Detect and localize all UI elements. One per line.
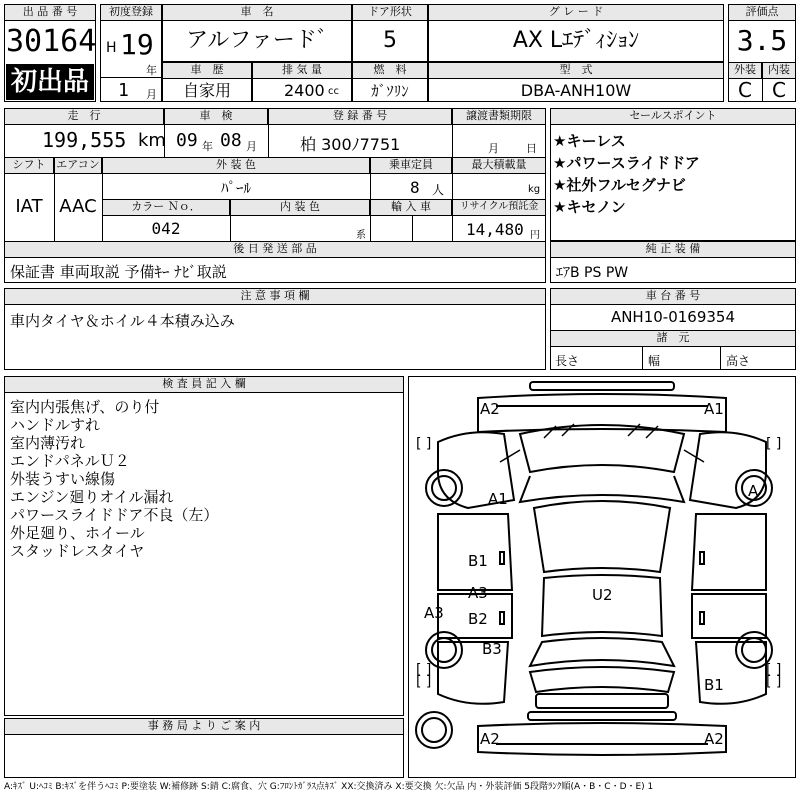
plate-label: 登 録 番 号: [268, 108, 452, 125]
bracket-right-3: [ ]: [766, 674, 782, 690]
mark-b1-right: B1: [704, 676, 724, 694]
displacement-unit: cc: [328, 86, 339, 97]
inspector-line: パワースライドドア不良（左）: [10, 506, 219, 524]
exterior-grade-label: 外装: [728, 62, 762, 79]
notes-label: 注 意 事 項 欄: [4, 288, 546, 305]
dims-height: 高さ: [726, 354, 751, 368]
mark-a1-top-right: A1: [704, 400, 724, 418]
mark-a2-bottom-left: A2: [480, 730, 500, 748]
inspector-line: 外足廻り、ホイール: [10, 524, 145, 542]
inspection-year: 09: [176, 130, 198, 151]
color-no-label: カラー Ｎｏ．: [102, 199, 230, 216]
plate-value: 柏 300ﾉ7751: [300, 135, 401, 154]
bracket-right-2: [ ]: [766, 662, 782, 678]
mark-b2-left: B2: [468, 610, 488, 628]
fuel-value: ｶﾞｿﾘﾝ: [371, 82, 409, 100]
recycle-label: リサイクル預託金: [452, 199, 546, 216]
capacity-value: 8: [410, 178, 420, 197]
first-reg-month: 1: [118, 80, 129, 101]
recycle-value: 14,480: [466, 220, 524, 239]
chassis-label: 車 台 番 号: [550, 288, 796, 305]
sales-point-4: ★キセノン: [553, 198, 626, 216]
office-label: 事 務 局 よ り ご 案 内: [4, 718, 404, 735]
recycle-unit: 円: [530, 230, 540, 241]
year-unit: 年: [146, 64, 157, 77]
later-parts-label: 後 日 発 送 部 品: [4, 241, 546, 258]
inspector-line: 外装うすい線傷: [10, 470, 116, 488]
doors-label: ドア形状: [352, 4, 428, 21]
sales-point-1: ★キーレス: [553, 132, 626, 150]
displacement-label: 排 気 量: [252, 62, 352, 79]
car-diagram: [408, 376, 796, 778]
later-parts-value: 保証書 車両取説 予備ｷｰ ﾅﾋﾞ取説: [10, 263, 227, 281]
grade-label: グ レ ー ド: [428, 4, 724, 21]
interior-color-label: 内 装 色: [230, 199, 370, 216]
bracket-right-1: [ ]: [766, 436, 782, 452]
inspection-month-unit: 月: [246, 140, 257, 153]
shift-label: シフト: [4, 157, 54, 174]
inspection-label: 車 検: [164, 108, 268, 125]
inspector-line: エンジン廻りオイル漏れ: [10, 488, 174, 506]
exterior-grade: C: [738, 78, 752, 102]
first-listing-badge: 初出品: [6, 64, 94, 100]
equipment-value: ｴｱB PS PW: [556, 265, 629, 281]
inspector-line: 室内薄汚れ: [10, 434, 86, 452]
notes-value: 車内タイヤ＆ホイル４本積み込み: [10, 312, 235, 330]
shift-value: IAT: [15, 196, 43, 217]
dims-label: 諸 元: [550, 330, 796, 347]
bracket-left-3: [ ]: [416, 674, 432, 690]
era: H: [106, 40, 117, 56]
displacement-value: 2400: [284, 81, 325, 100]
lot-number: 30164: [6, 24, 97, 59]
history-label: 車 歴: [162, 62, 252, 79]
mark-a2-bottom-right: A2: [704, 730, 724, 748]
mark-u2-center: U2: [592, 586, 613, 604]
score-value: 3.5: [736, 24, 788, 57]
interior-grade: C: [772, 78, 786, 102]
grade-value: AX Lｴﾃﾞｨｼｮﾝ: [512, 28, 640, 53]
interior-grade-label: 内装: [762, 62, 796, 79]
sales-point-2: ★パワースライドドア: [553, 154, 700, 172]
mileage-value: 199,555: [42, 128, 127, 152]
model-code-value: DBA-ANH10W: [520, 81, 632, 100]
transfer-month-unit: 月: [488, 142, 499, 155]
sales-points-label: セールスポイント: [550, 108, 796, 125]
load-label: 最大積載量: [452, 157, 546, 174]
load-unit: kg: [528, 184, 541, 195]
inspection-month: 08: [220, 130, 242, 151]
ac-label: エアコン: [54, 157, 102, 174]
mileage-label: 走 行: [4, 108, 164, 125]
first-reg-year: 19: [120, 28, 154, 61]
transfer-label: 譲渡書類期限: [452, 108, 546, 125]
bracket-left-1: [ ]: [416, 436, 432, 452]
capacity-label: 乗車定員: [370, 157, 452, 174]
model-name: アルファードﾞ: [186, 28, 328, 53]
mark-a3-far-left: A3: [424, 604, 444, 622]
color-label: 外 装 色: [102, 157, 370, 174]
mark-a-right: A: [748, 482, 759, 500]
inspector-line: 室内内張焦げ、のり付: [10, 398, 160, 416]
legend-text: A:ｷｽﾞ U:ﾍｺﾐ B:ｷｽﾞを伴うﾍｺﾐ P:要塗装 W:補修跡 S:錆 C:腐食、穴 G:ﾌﾛﾝﾄｶﾞﾗｽ点ｷｽﾞ XX:交換済み X:要交換 欠:欠品 内・外装評価 5段階ﾗﾝｸ順(A・B・C・D・E) 1: [4, 782, 654, 792]
first-reg-label: 初度登録: [100, 4, 162, 21]
score-label: 評価点: [728, 4, 796, 21]
inspector-line: ハンドルすれ: [10, 416, 101, 434]
mileage-unit: km: [138, 130, 166, 151]
month-unit: 月: [146, 88, 157, 101]
capacity-unit: 人: [432, 183, 445, 197]
sales-point-3: ★社外フルセグナビ: [553, 176, 686, 194]
mark-a1-left: A1: [488, 490, 508, 508]
inspector-label: 検 査 員 記 入 欄: [4, 376, 404, 393]
dims-width: 幅: [648, 354, 661, 368]
fuel-label: 燃 料: [352, 62, 428, 79]
lot-label: 出 品 番 号: [4, 4, 96, 21]
history-value: 自家用: [182, 81, 231, 100]
import-label: 輸 入 車: [370, 199, 452, 216]
inspector-line: エンドパネルＵ２: [10, 452, 130, 470]
interior-color-unit: 系: [356, 230, 366, 241]
doors-value: 5: [383, 28, 397, 53]
inspection-year-unit: 年: [202, 140, 213, 153]
color-no-value: 042: [151, 219, 181, 238]
mark-b1-left: B1: [468, 552, 488, 570]
color-value: ﾊﾟｰﾙ: [220, 179, 251, 197]
model-label: 車 名: [162, 4, 352, 21]
mark-b3-left: B3: [482, 640, 502, 658]
inspector-line: スタッドレスタイヤ: [10, 542, 145, 560]
model-code-label: 型 式: [428, 62, 724, 79]
mark-a3-left: A3: [468, 584, 488, 602]
equipment-label: 純 正 装 備: [550, 241, 796, 258]
mark-a2-top-left: A2: [480, 400, 500, 418]
chassis-value: ANH10-0169354: [610, 308, 736, 326]
transfer-day-unit: 日: [526, 142, 537, 155]
dims-length: 長さ: [555, 354, 580, 368]
ac-value: AAC: [59, 196, 97, 217]
bracket-left-2: [ ]: [416, 662, 432, 678]
